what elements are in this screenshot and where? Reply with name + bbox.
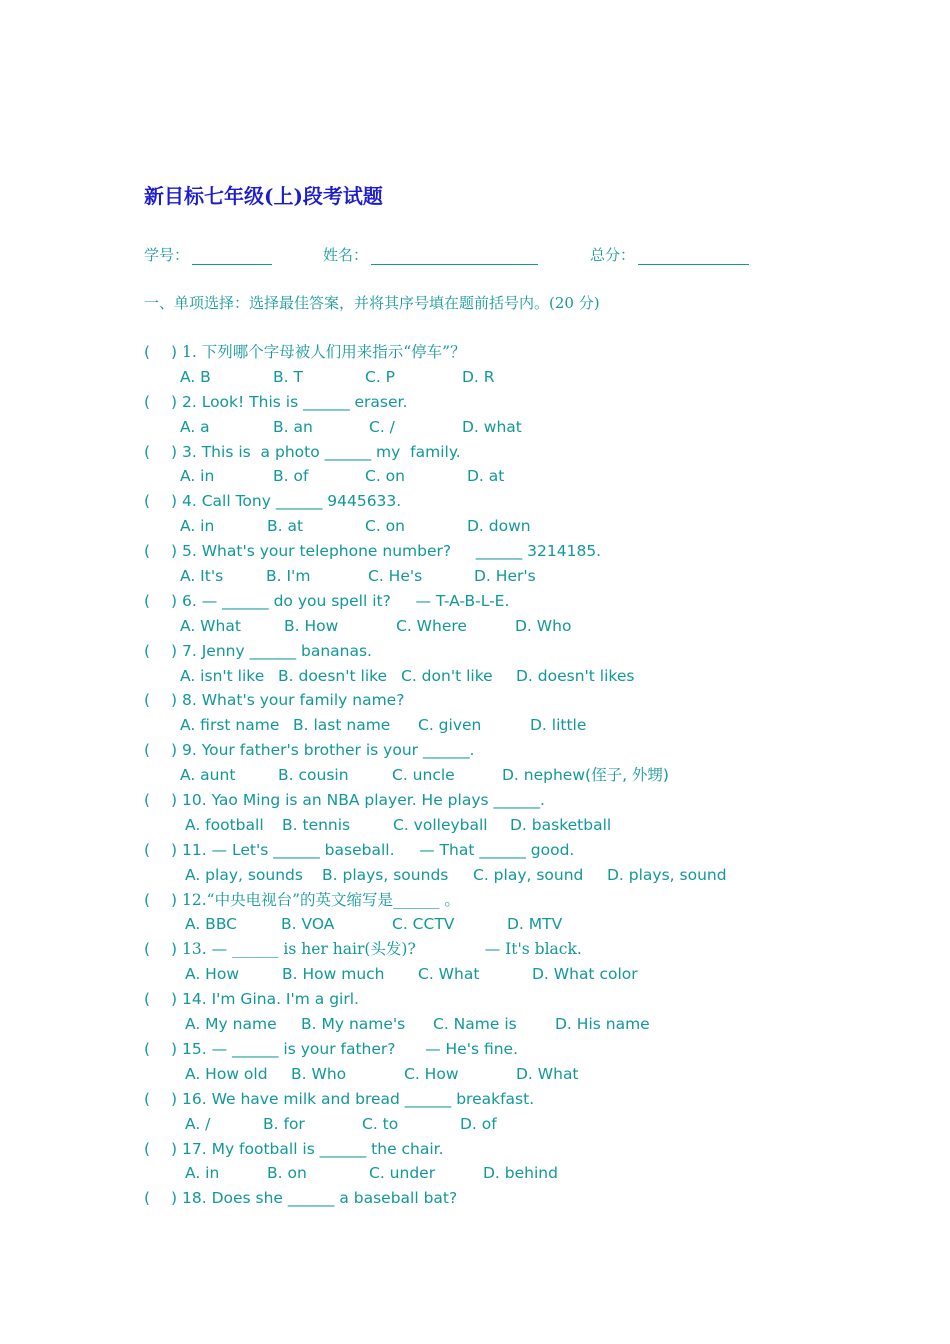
answer-bracket-open: (	[144, 343, 151, 361]
student-id-blank	[192, 264, 272, 265]
option-d: D. His name	[555, 1015, 650, 1034]
option-c: C. play, sound	[473, 865, 584, 884]
question-text: 17. My football is ______ the chair.	[182, 1139, 444, 1158]
options-row	[0, 813, 950, 838]
option-b: B. doesn't like	[278, 666, 388, 685]
option-c: C. to	[362, 1114, 399, 1133]
answer-bracket-close: )	[171, 442, 178, 461]
option-a: A. first name	[180, 716, 280, 735]
option-b: B. My name's	[301, 1015, 406, 1034]
options-row	[0, 863, 950, 888]
option-d: D. down	[467, 517, 531, 536]
option-b: B. on	[267, 1164, 307, 1183]
question-text: 14. I'm Gina. I'm a girl.	[182, 990, 359, 1009]
question-text: 7. Jenny ______ bananas.	[182, 641, 372, 660]
option-b: B. last name	[293, 716, 391, 735]
question-row	[0, 639, 950, 664]
option-d: D. MTV	[507, 915, 563, 934]
answer-bracket-open: (	[144, 741, 151, 760]
option-a: A. B	[180, 367, 211, 386]
answer-bracket-close: )	[171, 1139, 178, 1158]
option-b: B. of	[273, 467, 309, 486]
option-c: C. uncle	[392, 766, 455, 785]
answer-bracket-open: (	[144, 940, 151, 959]
option-d: D. behind	[483, 1164, 558, 1183]
option-a: A. in	[180, 467, 215, 486]
options-row	[0, 514, 950, 539]
question-row	[0, 390, 950, 415]
question-row	[0, 1037, 950, 1062]
option-d: D. Her's	[474, 567, 536, 586]
options-row	[0, 763, 950, 788]
option-d: D. What	[516, 1064, 579, 1083]
student-name-label: 姓名：	[323, 246, 369, 264]
option-a: A. How	[185, 965, 240, 984]
answer-bracket-close: )	[171, 1039, 178, 1058]
options-row	[0, 1012, 950, 1037]
options-row	[0, 1161, 950, 1186]
options-row	[0, 365, 950, 390]
question-row	[0, 738, 950, 763]
answer-bracket-close: )	[171, 741, 178, 760]
option-c: C. He's	[368, 567, 423, 586]
question-list	[0, 340, 950, 1211]
question-row	[0, 937, 950, 962]
option-c: C. Name is	[433, 1015, 517, 1034]
answer-bracket-open: (	[144, 890, 151, 909]
option-d: D. at	[467, 467, 505, 486]
question-row	[0, 1087, 950, 1112]
question-row	[0, 987, 950, 1012]
option-c: C. on	[365, 467, 405, 486]
option-d: D. nephew(侄子, 外甥)	[502, 766, 669, 785]
option-b: B. for	[263, 1114, 305, 1133]
option-a: A. a	[180, 417, 210, 436]
question-text: 9. Your father's brother is your ______.	[182, 741, 475, 760]
question-text: 18. Does she ______ a baseball bat?	[182, 1189, 458, 1208]
option-b: B. How much	[282, 965, 385, 984]
question-row	[0, 788, 950, 813]
answer-bracket-close: )	[171, 691, 178, 710]
question-text: 12.“中央电视台”的英文缩写是______ 。	[182, 890, 460, 909]
answer-bracket-open: (	[144, 591, 151, 610]
question-row	[0, 440, 950, 465]
section-heading: 一、单项选择：选择最佳答案，并将其序号填在题前括号内。(20 分)	[144, 294, 600, 312]
option-d: D. doesn't likes	[516, 666, 635, 685]
option-d: D. basketball	[510, 815, 612, 834]
answer-bracket-open: (	[144, 392, 151, 411]
option-d: D. plays, sound	[607, 865, 727, 884]
question-text: 10. Yao Ming is an NBA player. He plays ______.	[182, 791, 545, 810]
option-b: B. VOA	[281, 915, 335, 934]
option-c: C. don't like	[401, 666, 493, 685]
option-a: A. in	[180, 517, 215, 536]
option-c: C. Where	[396, 616, 467, 635]
option-a: A. My name	[185, 1015, 277, 1034]
question-row	[0, 1137, 950, 1162]
option-b: B. cousin	[278, 766, 349, 785]
option-b: B. plays, sounds	[322, 865, 449, 884]
answer-bracket-close: )	[171, 990, 178, 1009]
option-d: D. of	[460, 1114, 497, 1133]
student-name-blank	[371, 264, 538, 265]
answer-bracket-open: (	[144, 492, 151, 511]
answer-bracket-close: )	[171, 940, 178, 959]
answer-bracket-close: )	[171, 641, 178, 660]
answer-bracket-close: )	[171, 392, 178, 411]
option-c: C. under	[369, 1164, 436, 1183]
answer-bracket-close: )	[171, 343, 178, 361]
answer-bracket-close: )	[171, 890, 178, 909]
option-b: B. I'm	[266, 567, 311, 586]
answer-bracket-open: (	[144, 791, 151, 810]
option-c: C. How	[404, 1064, 459, 1083]
question-text: 2. Look! This is ______ eraser.	[182, 392, 408, 411]
answer-bracket-open: (	[144, 1139, 151, 1158]
question-text: 11. — Let's ______ baseball. — That ______ good.	[182, 840, 575, 859]
option-a: A. isn't like	[180, 666, 265, 685]
question-row	[0, 340, 950, 365]
page-title: 新目标七年级(上)段考试题	[144, 184, 383, 208]
options-row	[0, 464, 950, 489]
option-b: B. How	[284, 616, 339, 635]
answer-bracket-open: (	[144, 542, 151, 561]
options-row	[0, 713, 950, 738]
answer-bracket-open: (	[144, 1189, 151, 1208]
question-row	[0, 589, 950, 614]
option-b: B. at	[267, 517, 304, 536]
option-c: C. /	[369, 417, 395, 436]
answer-bracket-open: (	[144, 840, 151, 859]
option-a: A. What	[180, 616, 241, 635]
options-row	[0, 564, 950, 589]
option-a: A. /	[185, 1114, 211, 1133]
total-score-label: 总分：	[590, 246, 636, 264]
option-b: B. Who	[291, 1064, 347, 1083]
option-d: D. R	[462, 367, 495, 386]
option-d: D. little	[530, 716, 587, 735]
question-text: 5. What's your telephone number? ______ 3214185.	[182, 542, 602, 561]
option-b: B. tennis	[282, 815, 351, 834]
options-row	[0, 415, 950, 440]
option-a: A. aunt	[180, 766, 236, 785]
question-text: 6. — ______ do you spell it? — T-A-B-L-E.	[182, 591, 510, 610]
question-text: 16. We have milk and bread ______ breakfast.	[182, 1089, 535, 1108]
answer-bracket-close: )	[171, 492, 178, 511]
answer-bracket-open: (	[144, 1089, 151, 1108]
student-info-row	[0, 244, 950, 270]
option-a: A. BBC	[185, 915, 238, 934]
option-c: C. volleyball	[393, 815, 488, 834]
option-d: D. What color	[532, 965, 638, 984]
options-row	[0, 962, 950, 987]
option-b: B. T	[273, 367, 303, 386]
options-row	[0, 1062, 950, 1087]
question-text: 8. What's your family name?	[182, 691, 405, 710]
question-text: 3. This is a photo ______ my family.	[182, 442, 461, 461]
option-a: A. in	[185, 1164, 220, 1183]
question-text: 15. — ______ is your father? — He's fine.	[182, 1039, 519, 1058]
question-row	[0, 1186, 950, 1211]
question-text: 1. 下列哪个字母被人们用来指示“停车”？	[182, 343, 466, 361]
option-d: D. Who	[515, 616, 572, 635]
answer-bracket-open: (	[144, 442, 151, 461]
student-id-label: 学号：	[144, 246, 190, 264]
option-c: C. P	[365, 367, 396, 386]
total-score-blank	[638, 264, 749, 265]
option-a: A. How old	[185, 1064, 268, 1083]
option-a: A. play, sounds	[185, 865, 303, 884]
options-row	[0, 614, 950, 639]
answer-bracket-close: )	[171, 542, 178, 561]
question-text: 4. Call Tony ______ 9445633.	[182, 492, 402, 511]
option-a: A. It's	[180, 567, 224, 586]
answer-bracket-open: (	[144, 990, 151, 1009]
answer-bracket-close: )	[171, 791, 178, 810]
question-row	[0, 838, 950, 863]
question-row	[0, 489, 950, 514]
question-text: 13. — ______ is her hair(头发)? — It's black.	[182, 940, 582, 959]
answer-bracket-close: )	[171, 591, 178, 610]
option-c: C. What	[418, 965, 480, 984]
answer-bracket-open: (	[144, 1039, 151, 1058]
options-row	[0, 912, 950, 937]
option-a: A. football	[185, 815, 264, 834]
answer-bracket-close: )	[171, 840, 178, 859]
option-c: C. given	[418, 716, 482, 735]
answer-bracket-close: )	[171, 1089, 178, 1108]
option-b: B. an	[273, 417, 313, 436]
question-row	[0, 539, 950, 564]
option-c: C. on	[365, 517, 405, 536]
option-d: D. what	[462, 417, 522, 436]
question-row	[0, 888, 950, 913]
question-row	[0, 688, 950, 713]
options-row	[0, 1112, 950, 1137]
option-c: C. CCTV	[392, 915, 455, 934]
answer-bracket-close: )	[171, 1189, 178, 1208]
answer-bracket-open: (	[144, 691, 151, 710]
options-row	[0, 664, 950, 689]
answer-bracket-open: (	[144, 641, 151, 660]
